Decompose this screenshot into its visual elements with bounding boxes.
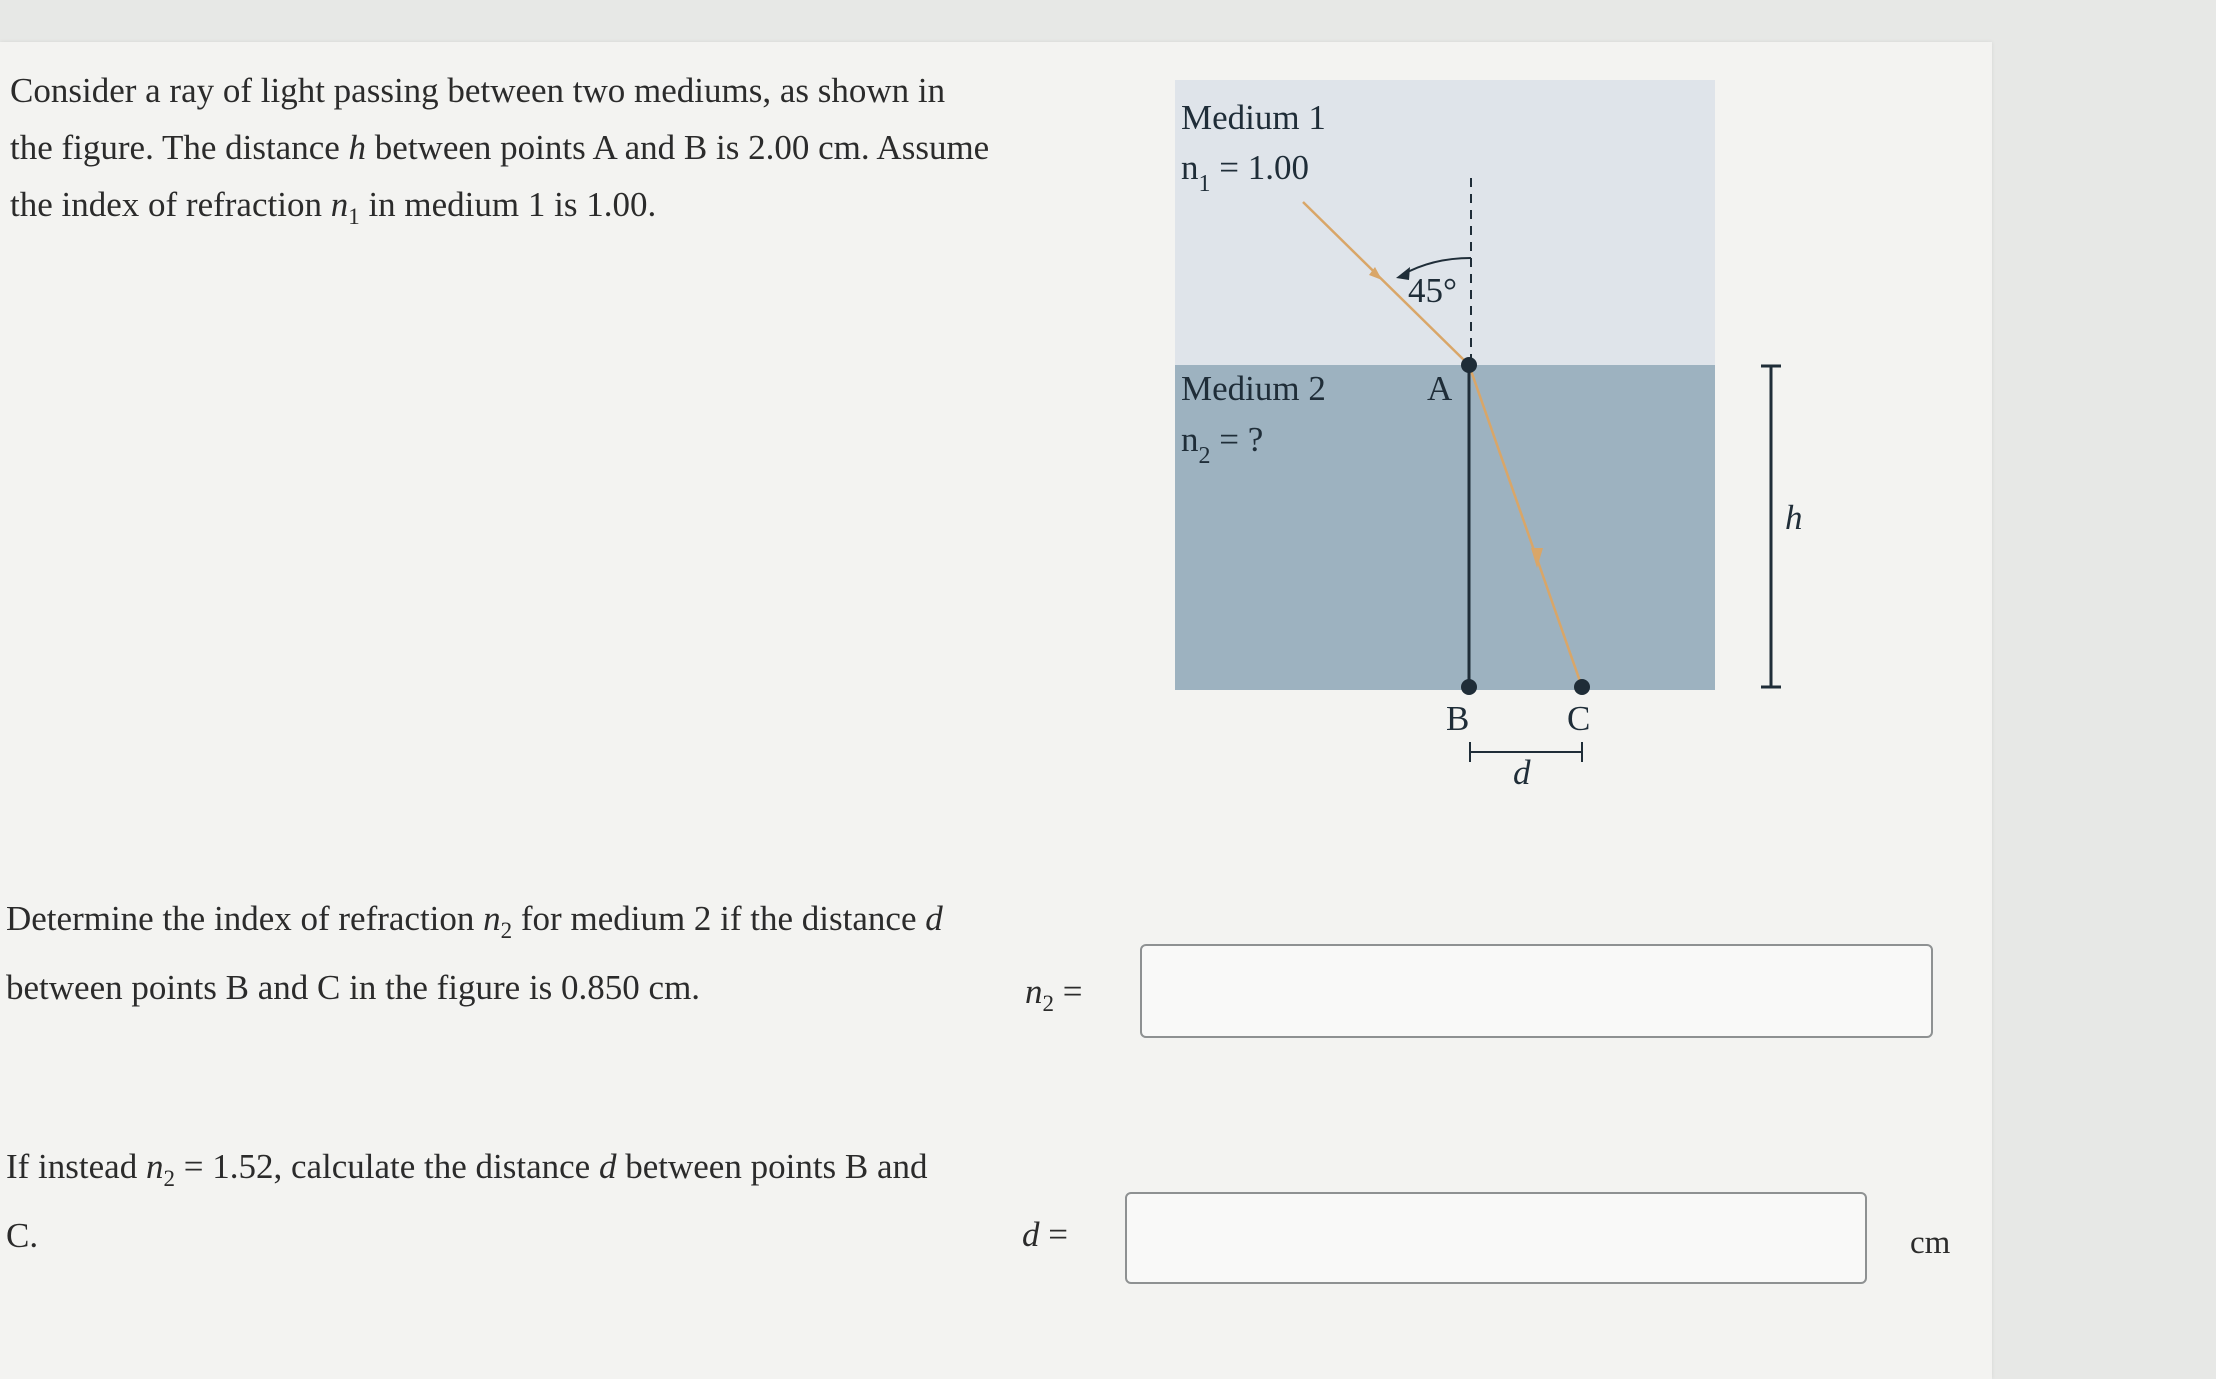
part1-question-text: Determine the index of refraction $n_2$ for medium 2 if the distance d between points B and C in the figure is 0.850 cm. (6, 899, 943, 1007)
medium1-label: Medium 1 (1181, 98, 1326, 137)
n2-answer-input[interactable] (1140, 944, 1933, 1038)
question-intro-text: Consider a ray of light passing between two mediums, as shown in the figure. The distance h between points A and B is 2.00 cm. Assume the index of refraction $n_1$ in medium 1 is 1.00. (10, 71, 990, 229)
point-c-dot (1574, 679, 1590, 695)
point-b-label: B (1446, 699, 1470, 738)
n2-answer-label: $n_2$ = (1025, 972, 1083, 1016)
n2-variable: n (483, 899, 501, 938)
point-a-dot (1461, 357, 1477, 373)
part2-question-text: If instead $n_2 = 1.52$, calculate the distance d between points B and C. (6, 1147, 928, 1255)
medium2-label: Medium 2 (1181, 369, 1326, 408)
n2-variable: n (145, 1147, 164, 1186)
d-label: d (1513, 753, 1531, 792)
h-label: h (1785, 498, 1803, 537)
medium2-region (1175, 365, 1715, 690)
d-variable: d (598, 1147, 617, 1186)
n2-label: $n_2$ = ? (1181, 420, 1264, 469)
d-answer-input[interactable] (1125, 1192, 1867, 1284)
d-answer-label: d = (1022, 1215, 1068, 1254)
d-variable: d (925, 899, 943, 938)
point-b-dot (1461, 679, 1477, 695)
angle-label: 45° (1408, 271, 1457, 310)
refraction-figure (1160, 70, 1920, 830)
point-c-label: C (1567, 699, 1591, 738)
n1-label: $n_1 = 1.00$ (1181, 148, 1309, 197)
n1-variable: n (330, 185, 349, 224)
d-unit-label: cm (1910, 1225, 1951, 1261)
h-variable: h (348, 128, 367, 167)
point-a-label: A (1427, 369, 1453, 408)
